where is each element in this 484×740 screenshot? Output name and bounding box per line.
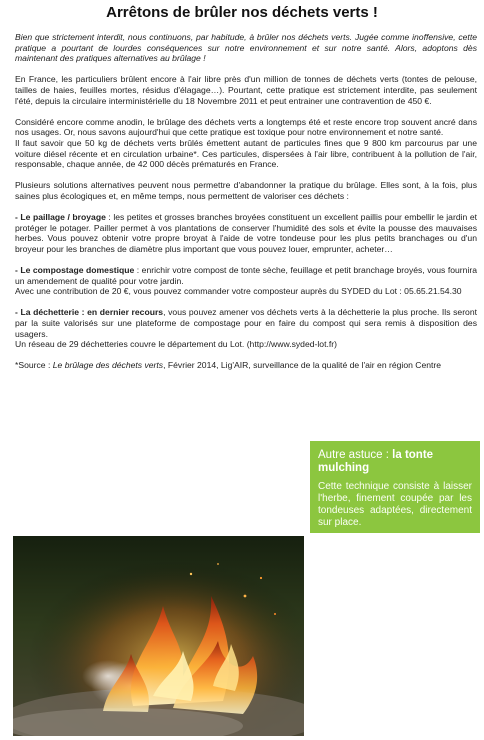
paillage-label: - Le paillage / broyage [15, 212, 106, 223]
tip-box [310, 441, 480, 533]
decheterie-paragraph [15, 307, 477, 349]
toxicity-text-a: Considéré encore comme anodin, le brûlage des déchets verts a longtemps été et reste encore trop souvent ancré dans nos usages. Or, nous savons aujourd'hui que cette pratique est toxique pour notre environnement et notre santé. [15, 116, 477, 138]
compostage-contact: Avec une contribution de 20 €, vous pouvez commander votre composteur auprès du SYDED du Lot : 05.65.21.54.30 [15, 286, 462, 297]
source-rest: , Février 2014, Lig'AIR, surveillance de la qualité de l'air en région Centre [163, 360, 442, 371]
paillage-text: : les petites et grosses branches broyées constituent un excellent paillis pour embellir le jardin et protéger le potager. Pailler permet à vos plantations de conserver l'humidité des sols et évite la pousse des mauvaises herbes. Vous pouvez obtenir votre propre broyat à l'aide de votre tondeuse pour les plus petits branchages ou d'un broyeur pour les branches de diamètre plus important que vous pouvez louer, emprunter, acheter… [15, 212, 477, 254]
paillage-paragraph [15, 212, 477, 254]
article-title: Arrêtons de brûler nos déchets verts ! [106, 4, 378, 21]
source-title: Le brûlage des déchets verts [52, 360, 164, 371]
tip-prefix: Autre astuce : [318, 449, 393, 461]
decheterie-label: - La déchetterie : en dernier recours [15, 307, 164, 318]
compostage-label: - Le compostage domestique [15, 265, 135, 276]
compostage-paragraph [15, 265, 477, 297]
fire-image-icon [13, 536, 304, 736]
tip-heading [310, 441, 480, 475]
toxicity-paragraph [15, 117, 477, 170]
decheterie-network: Un réseau de 29 déchetteries couvre le département du Lot. (http://www.syded-lot.fr) [15, 339, 337, 350]
burning-waste-photo [13, 536, 304, 736]
france-paragraph: En France, les particuliers brûlent encore à l'air libre près d'un million de tonnes de déchets verts (tontes de pelouse, tailles de haies, feuilles mortes, résidus d'élagage…). Pourtant, cette pratique est strictement interdite, pas seulement l'été, depuis la circulaire interministérielle du 18 Novembre 2011 et peut entrainer une contravention de 450 €. [15, 74, 477, 106]
decheterie-text: , vous pouvez amener vos déchets verts à la déchetterie la plus proche. Ils seront par la suite valorisés sur une plateforme de compostage pour en faire du compost qui sera remis à disposition des usagers. [15, 307, 478, 339]
source-prefix: *Source : [15, 360, 53, 371]
compostage-text: : enrichir votre compost de tonte sèche, feuillage et petit branchage broyés, vous fournira un amendement de qualité pour votre jardin. [15, 265, 478, 286]
intro-paragraph: Bien que strictement interdit, nous continuons, par habitude, à brûler nos déchets verts. Jugée comme inoffensive, cette pratique a pourtant de lourdes conséquences sur notre environnement et sur notre santé. Alors, adoptons dès maintenant des pratiques alternatives au brûlage ! [15, 32, 477, 64]
tip-text: Cette technique consiste à laisser l'herbe, finement coupée par les tondeuses adaptées, directement sur place. [318, 481, 472, 528]
tip-highlight: la tonte mulching [318, 449, 434, 474]
solutions-paragraph: Plusieurs solutions alternatives peuvent nous permettre d'abandonner la pratique du brûlage. Elles sont, à la fois, plus saines plus écologiques et, en même temps, nous permettent de valoriser ces déchets : [15, 180, 477, 201]
source-paragraph [15, 360, 477, 371]
toxicity-text-b: Il faut savoir que 50 kg de déchets verts brûlés émettent autant de particules fines que 9 800 km parcourus par une voiture diésel récente et en circulation urbaine*. Ces particules, dispersées à l'air libre, contribuent à la pollution de l'air, responsable, chaque année, de 42 000 décès prématurés en France. [15, 137, 477, 170]
article-body [15, 32, 477, 382]
